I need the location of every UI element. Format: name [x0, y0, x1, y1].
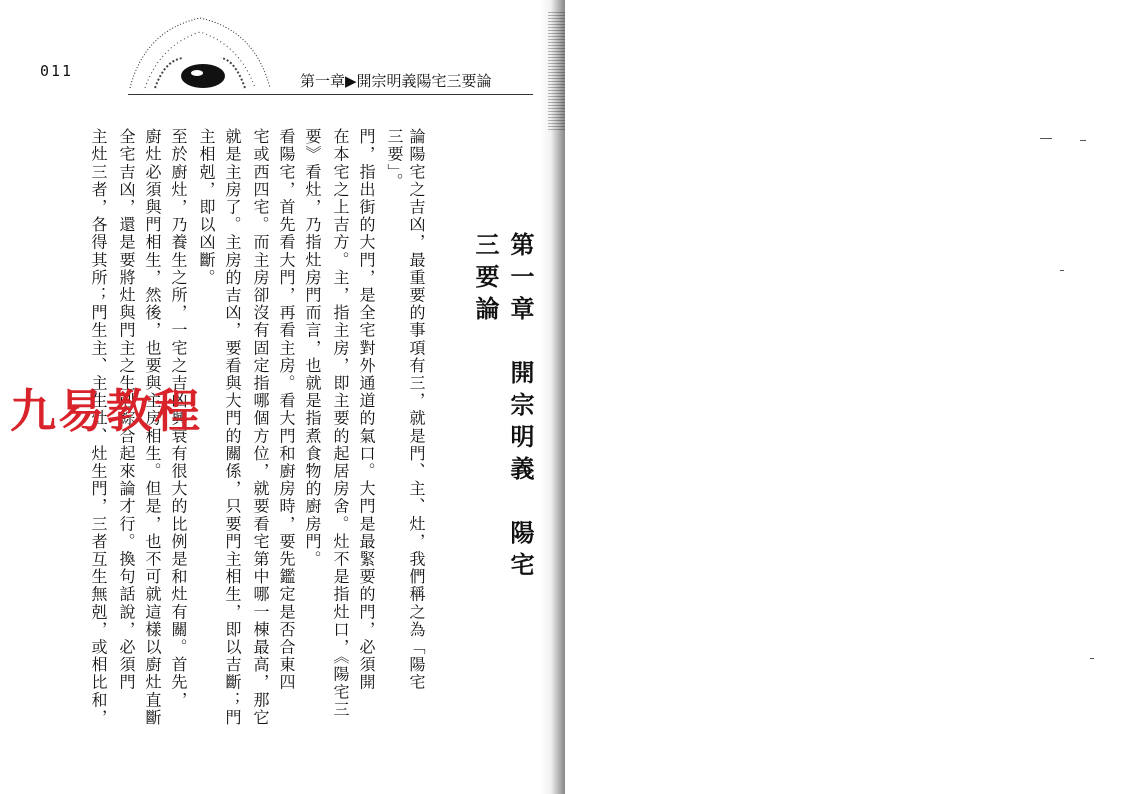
body-column: 門，指出街的大門，是全宅對外通道的氣口。大門是最緊要的門，必須開: [357, 128, 376, 692]
body-column: 宅或西四宅。而主房卻沒有固定指哪個方位，就要看宅第中哪一棟最高，那它: [251, 128, 270, 727]
body-column: 要》看灶，乃指灶房門而言，也就是指煮食物的廚房門。: [303, 128, 322, 568]
scan-mark: [1080, 140, 1086, 141]
body-column: 廚灶必須與門相生，然後，也要與主房相生。但是，也不可就這樣以廚灶直斷: [143, 128, 162, 727]
body-column: 主灶三者，各得其所；門生主、主生灶、灶生門，三者互生無剋，或相比和，: [89, 128, 108, 727]
scan-mark: [1060, 270, 1064, 271]
right-page: [565, 0, 1123, 794]
body-column: 看陽宅，首先看大門，再看主房。看大門和廚房時，要先鑑定是否合東四: [277, 128, 296, 692]
header-ornament-icon: [125, 10, 275, 90]
body-column: 主相剋，即以凶斷。: [197, 128, 216, 287]
chapter-title: 第一章 開宗明義 陽宅三要論: [471, 232, 535, 584]
body-column: 三要」。: [385, 128, 404, 191]
body-column: 論陽宅之吉凶，最重要的事項有三，就是門、主、灶，我們稱之為「陽宅: [407, 128, 426, 692]
body-column: 就是主房了。主房的吉凶，要看與大門的關係，只要門主相生，即以吉斷；門: [223, 128, 242, 727]
header-divider: [128, 94, 533, 95]
body-column: 全宅吉凶，還是要將灶與門主之生剋綜合起來論才行。換句話說，必須門: [117, 128, 136, 692]
running-head: 第一章▶開宗明義陽宅三要論: [300, 72, 492, 90]
scan-mark: [1040, 138, 1052, 139]
scan-mark: [1090, 658, 1094, 659]
body-column: 在本宅之上吉方。主，指主房，即主要的起居房舍。灶不是指灶口，《陽宅三: [331, 128, 350, 719]
body-column: 至於廚灶，乃養生之所，一宅之吉凶興衰有很大的比例是和灶有關。首先，: [169, 128, 188, 709]
page-number: 011: [40, 62, 74, 80]
watermark-logo: 九易教程: [10, 384, 202, 438]
